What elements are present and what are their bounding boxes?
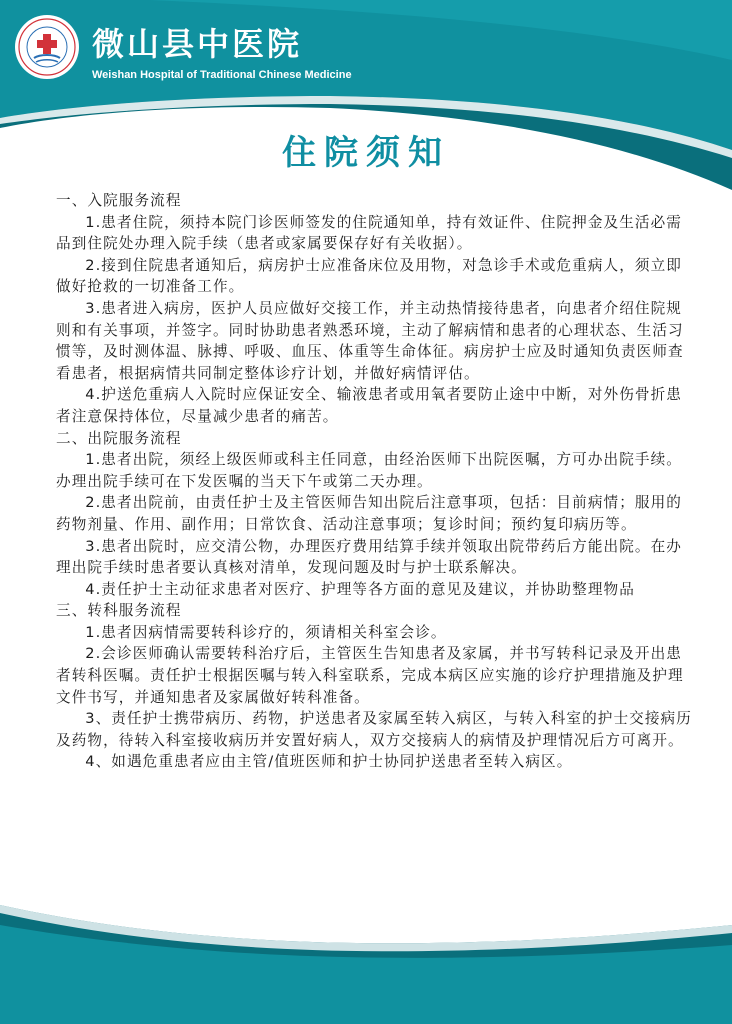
paragraph: 1.患者出院，须经上级医师或科主任同意，由经治医师下出院医嘱，方可办出院手续。办理出院手续可在下发医嘱的当天下午或第二天办理。 (56, 451, 682, 490)
paragraph: 1.患者住院，须持本院门诊医师签发的住院通知单，持有效证件、住院押金及生活必需品到住院处办理入院手续（患者或家属要保存好有关收据）。 (56, 213, 682, 253)
hospital-logo (14, 14, 80, 80)
paragraph: 4.护送危重病人入院时应保证安全、输液患者或用氧者要防止途中中断，对外伤骨折患者注意保持体位，尽量减少患者的痛苦。 (56, 386, 682, 425)
hospital-name-en: Weishan Hospital of Traditional Chinese Medicine (92, 69, 352, 81)
paragraph: 2.接到住院患者通知后，病房护士应准备床位及用物，对急诊手术或危重病人，须立即做好抢救的一切准备工作。 (56, 256, 682, 296)
paragraph: 3、责任护士携带病历、药物，护送患者及家属至转入病区，与转入科室的护士交接病历及药物，待转入科室接收病历并安置好病人，双方交接病人的病情及护理情况后方可离开。 (56, 710, 692, 749)
paragraph: 3.患者出院时，应交清公物，办理医疗费用结算手续并领取出院带药后方能出院。在办理出院手续时患者要认真核对清单，发现问题及时与护士联系解决。 (56, 537, 682, 577)
section-heading: 三、转科服务流程 (56, 602, 182, 620)
paragraph: 2.患者出院前，由责任护士及主管医师告知出院后注意事项，包括：目前病情；服用的药物剂量、作用、副作用；日常饮食、活动注意事项；复诊时间；预约复印病历等。 (56, 494, 682, 533)
page-title: 住院须知 (282, 133, 450, 173)
paragraph: 3.患者进入病房，医护人员应做好交接工作，并主动热情接待患者，向患者介绍住院规则和有关事项，并签字。同时协助患者熟悉环境，主动了解病情和患者的心理状态、生活习惯等，及时测体温、脉搏、呼吸、血压、体重等生命体征。病房护士应及时通知负责医师查看患者，根据病情共同制定整体诊疗计划，并做好病情评估。 (56, 299, 684, 382)
section-heading: 二、出院服务流程 (56, 429, 182, 447)
notice-content (56, 190, 696, 773)
section-heading: 一、入院服务流程 (56, 192, 182, 209)
paragraph: 2.会诊医师确认需要转科治疗后，主管医生告知患者及家属，并书写转科记录及开出患者转科医嘱。责任护士根据医嘱与转入科室联系，完成本病区应实施的诊疗护理措施及护理文件书写，并通知患者及家属做好转科准备。 (56, 645, 684, 706)
paragraph: 4、如遇危重患者应由主管/值班医师和护士协同护送患者至转入病区。 (85, 753, 573, 771)
paragraph: 1.患者因病情需要转科诊疗的，须请相关科室会诊。 (85, 623, 447, 641)
hospital-name: 微山县中医院 (92, 25, 303, 63)
paragraph: 4.责任护士主动征求患者对医疗、护理等各方面的意见及建议，并协助整理物品 (85, 580, 635, 598)
